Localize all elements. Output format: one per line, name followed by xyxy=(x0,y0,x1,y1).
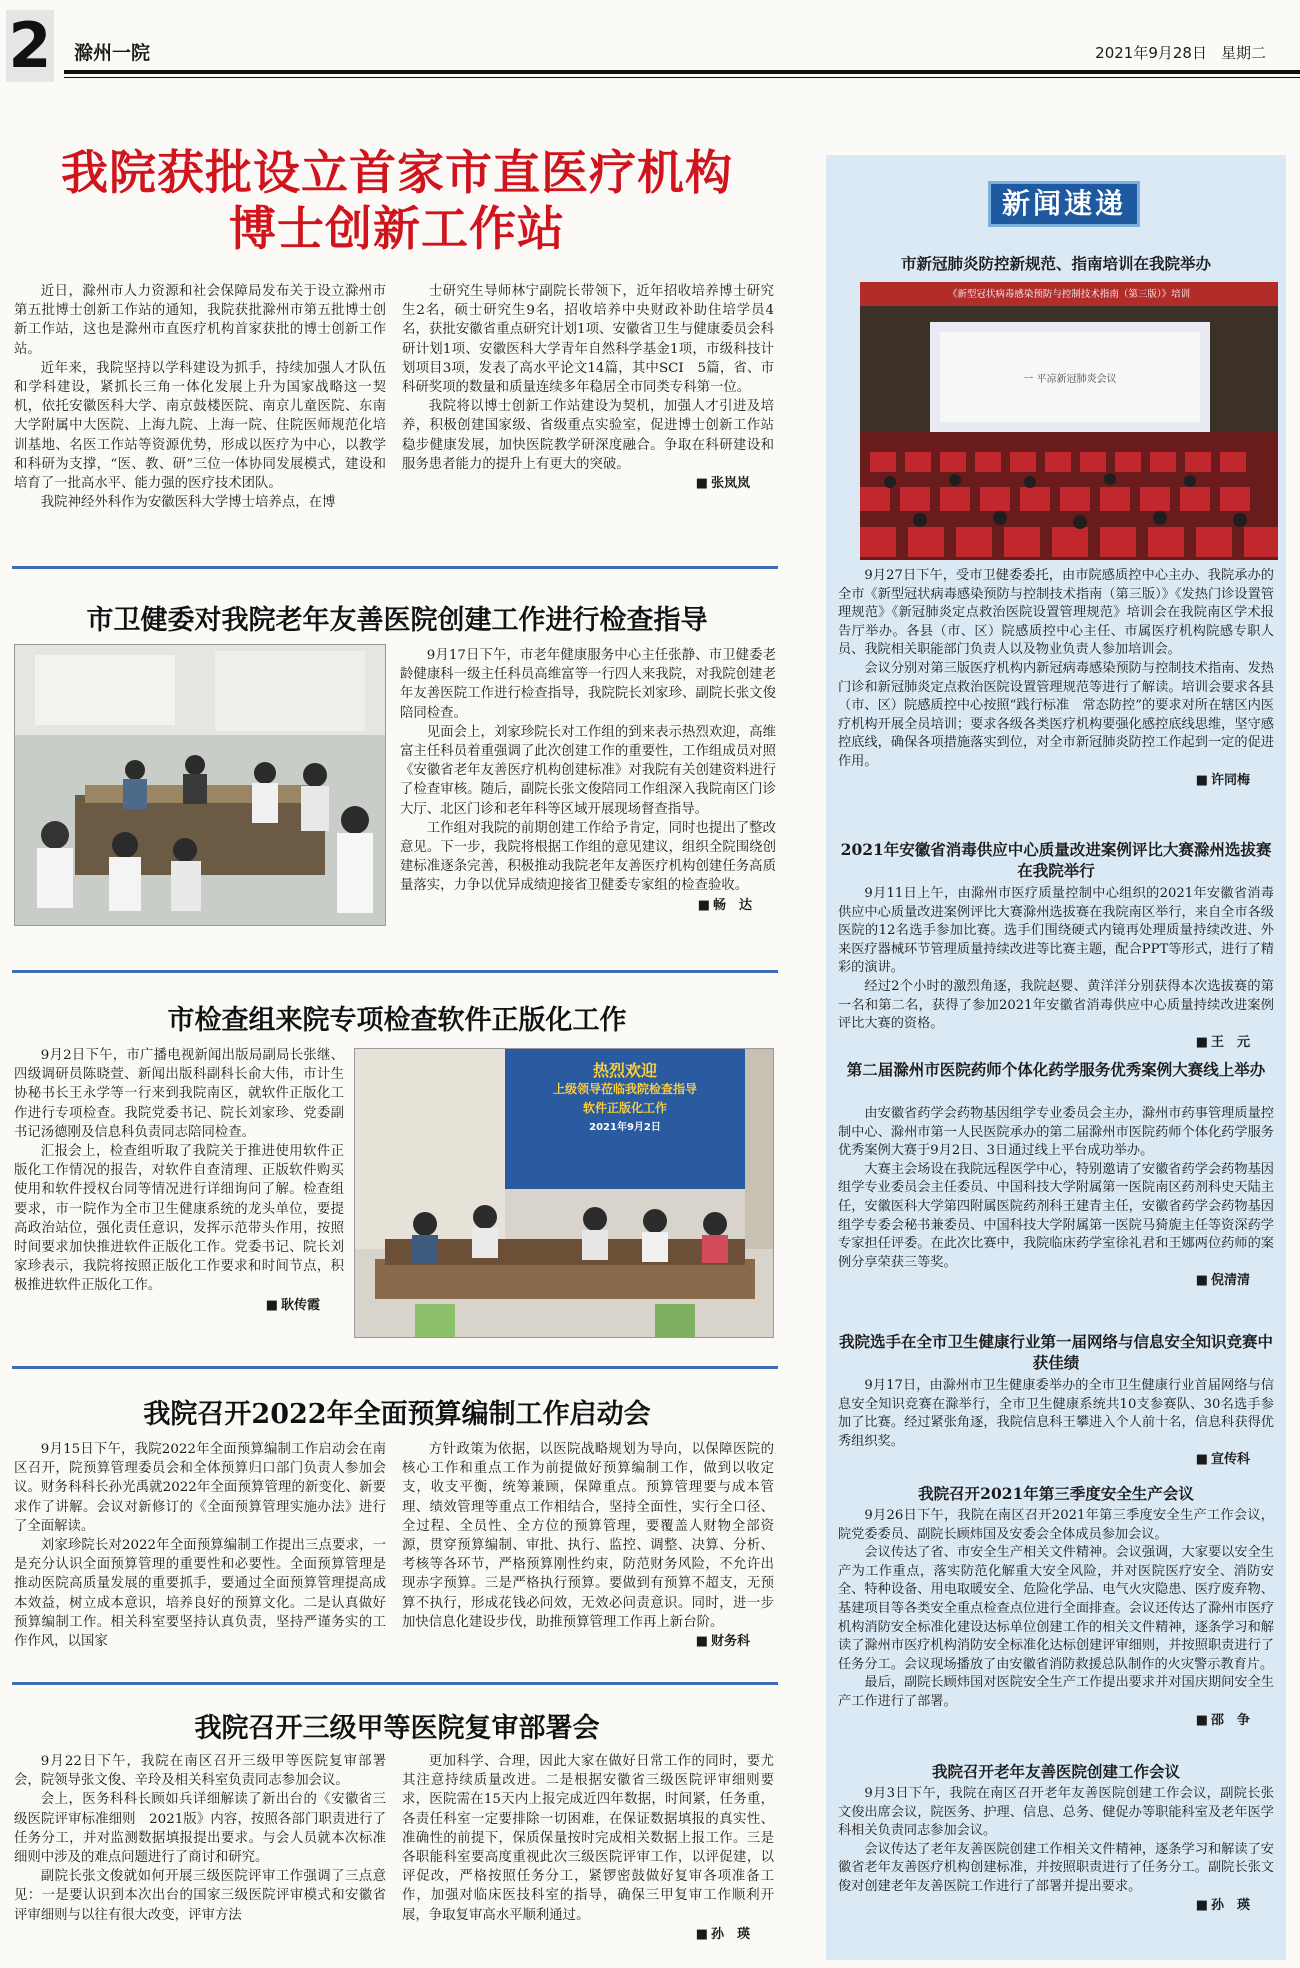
masthead-rule-thin xyxy=(64,77,1300,78)
masthead-rule xyxy=(64,70,1300,74)
training-photo xyxy=(860,282,1278,560)
byline: ■ 畅 达 xyxy=(400,896,776,915)
inspection-photo xyxy=(354,1048,774,1338)
paragraph: 近年来，我院坚持以学科建设为抓手，持续加强人才队伍和学科建设，紧抓长三角一体化发展上升为国家战略这一契机，依托安徽医科大学、南京鼓楼医院、南京儿童医院、东南大学附属中大医院、上海九院、上海一院、住院医师规范化培训基地、名医工作站等资源优势，形成以医疗为中心，以教学和科研为支撑，“医、教、研”三位一体协同发展模式，建设和培育了一批高水平、能力强的医疗技术团队。 xyxy=(14,360,386,492)
projector-screen: 一 平凉新冠肺炎会议 xyxy=(1023,374,1117,385)
section-divider xyxy=(12,970,778,973)
byline: ■ 孙 瑛 xyxy=(402,1925,774,1944)
lecture-hall-image xyxy=(860,282,1278,560)
paragraph: 会议传达了省、市安全生产相关文件精神。会议强调，大家要以安全生产为工作重点，落实防范化解重大安全风险，并对医院医疗安全、消防安全、特种设备、用电取暖安全、危险化学品、电气火灾隐患、医疗废弃物、基建项目等各类安全重点检查点位进行全面排查。会议还传达了滁州市医疗机构消防安全标准化建设达标单位创建工作的相关文件精神，逐条学习和解读了滁州市医疗机构消防安全标准化达标创建评审细则，并按照职责进行了任务分工。会议现场播放了由安徽省消防救援总队制作的火灾警示教育片。 xyxy=(838,1545,1274,1672)
article5-col2 xyxy=(402,1752,774,1944)
paragraph: 9月17日，由滁州市卫生健康委举办的全市卫生健康行业首届网络与信息安全知识竞赛在滁举行，全市卫生健康系统共10支参赛队、30名选手参加了比赛。经过紧张角逐，我院信息科王攀进入个人前十名，信息科获得优秀组织奖。 xyxy=(838,1378,1274,1449)
welcome-banner xyxy=(505,1061,745,1137)
banner-line: 热烈欢迎 xyxy=(592,1061,657,1080)
paragraph: 会上，医务科科长顾如兵详细解读了新出台的《安徽省三级医院评审标准细则 2021版》内容，按照各部门职责进行了任务分工，并对监测数据填报提出要求。与会人员就本次标准细则中涉及的难点问题进行了商讨和研究。 xyxy=(14,1792,386,1866)
meeting-photo xyxy=(14,644,386,926)
paragraph: 我院神经外科作为安徽医科大学博士培养点，在博 xyxy=(40,495,336,511)
byline: ■ 宣传科 xyxy=(838,1451,1274,1470)
brief-headline: 我院召开老年友善医院创建工作会议 xyxy=(931,1762,1180,1781)
paragraph: 由安徽省药学会药物基因组学专业委员会主办，滁州市药事管理质量控制中心、滁州市第一人民医院承办的第二届滁州市医院药师个体化药学服务优秀案例大赛于9月2日、3日通过线上平台成功举办。 xyxy=(838,1106,1274,1159)
section-divider xyxy=(12,566,778,569)
brief-text xyxy=(838,1507,1274,1730)
byline: ■ 孙 瑛 xyxy=(838,1897,1274,1916)
paragraph: 更加科学、合理，因此大家在做好日常工作的同时，要尤其注意持续质量改进。二是根据安徽省三级医院评审细则要求，医院需在15天内上报完成近四年数据，时间紧，任务重，各责任科室一定要排除一切困难，在保证数据填报的真实性、准确性的前提下，保质保量按时完成相关数据上报工作。三是各职能科室要高度重视此次三级医院评审工作，以评促建，以评促改，严格按照任务分工，紧锣密鼓做好复审各项准备工作，加强对临床医技科室的指导，确保三甲复审工作顺利开展，争取复审高水平顺利通过。 xyxy=(402,1754,774,1923)
news-brief-sidebar xyxy=(826,155,1286,1960)
lead-headline xyxy=(12,146,782,258)
paragraph: 经过2个小时的激烈角逐，我院赵婴、黄洋洋分别获得本次选拔赛的第一名和第二名，获得了参加2021年安徽省消毒供应中心质量持续改进案例评比大赛的资格。 xyxy=(838,978,1274,1032)
section-divider xyxy=(12,1682,778,1685)
lead-article-col2 xyxy=(402,282,774,493)
article5-col1 xyxy=(14,1752,386,1925)
paragraph: 我院将以博士创新工作站建设为契机，加强人才引进及培养，积极创建国家级、省级重点实验室，促进博士创新工作站稳步健康发展，加快医院教学研深度融合。争取在科研建设和服务患者能力的提升上有更大的突破。 xyxy=(402,399,774,472)
paragraph: 9月15日下午，我院2022年全面预算编制工作启动会在南区召开，院预算管理委员会和全体预算归口部门负责人参加会议。财务科科长孙光禹就2022年全面预算管理的新变化、新要求作了讲解。会议对新修订的《全面预算管理实施办法》进行了全面解读。 xyxy=(14,1442,386,1534)
article-headline: 市检查组来院专项检查软件正版化工作 xyxy=(167,1005,627,1036)
byline: ■ 耿传霞 xyxy=(14,1296,344,1315)
byline: ■ 张岚岚 xyxy=(402,474,774,493)
date-text: 2021年9月28日 xyxy=(1095,44,1207,62)
brief-headline: 我院选手在全市卫生健康行业第一届网络与信息安全知识竞赛中获佳绩 xyxy=(838,1332,1273,1372)
paragraph: 会议传达了老年友善医院创建工作相关文件精神，逐条学习和解读了安徽省老年友善医疗机构创建标准，并按照职责进行了任务分工。副院长张文俊对创建老年友善医院工作进行了部署并提出要求。 xyxy=(838,1841,1274,1894)
paragraph: 刘家珍院长对2022年全面预算编制工作提出三点要求，一是充分认识全面预算管理的重要性和必要性。全面预算管理是推动医院高质量发展的重要抓手，要通过全面预算管理提高成本效益，树立成本意识，培养良好的预算文化。二是认真做好预算编制工作。相关科室要坚持认真负责，坚持严谨务实的工作作风，以国家 xyxy=(14,1538,386,1650)
masthead xyxy=(0,0,1300,88)
paragraph: 会议分别对第三版医疗机构内新冠病毒感染预防与控制技术指南、发热门诊和新冠肺炎定点救治医院设置管理规范等进行了解读。培训会要求各县（市、区）院感质控中心按照“践行标准 常态防控”的要求对所在辖区内医疗机构开展全员培训；要求各级各类医疗机构要强化感控底线思维，坚守感控底线，确保各项措施落实到位，对全市新冠肺炎防控工作起到一定的促进作用。 xyxy=(838,660,1274,769)
lead-headline-line1: 我院获批设立首家市直医疗机构 xyxy=(61,146,733,201)
brief-text xyxy=(838,885,1274,1052)
article-headline: 我院召开三级甲等医院复审部署会 xyxy=(194,1713,600,1744)
issue-date xyxy=(1081,42,1266,63)
brief-text xyxy=(838,1105,1274,1291)
paragraph: 副院长张文俊就如何开展三级医院评审工作强调了三点意见：一是要认识到本次出台的国家三级医院评审模式和安徽省评审细则与以往有很大改变，评审方法 xyxy=(14,1869,386,1923)
news-brief-badge: 新闻速递 xyxy=(988,181,1140,227)
brief-headline: 市新冠肺炎防控新规范、指南培训在我院举办 xyxy=(900,254,1211,273)
paragraph: 9月17日下午，市老年健康服务中心主任张静、市卫健委老龄健康科一级主任科员高维富等一行四人来我院，对我院创建老年友善医院工作进行检查指导，我院院长刘家珍、副院长张文俊陪同检查。 xyxy=(400,648,776,721)
paragraph: 士研究生导师林宁副院长带领下，近年招收培养博士研究生2名，硕士研究生9名，招收培养中央财政补助住培学员4名，获批安徽省重点研究计划1项、安徽省卫生与健康委员会科研计划1项、安徽医科大学青年自然科学基金1项，市级科技计划项目3项，发表了高水平论文14篇，其中SCI 5篇，省、市科研奖项的数量和质量连续多年稳居全市同类专科第一位。 xyxy=(402,284,774,396)
paragraph: 大赛主会场设在我院远程医学中心，特别邀请了安徽省药学会药物基因组学专业委员会主任委员、中国科技大学附属第一医院南区药剂科史天陆主任，安徽医科大学第四附属医院药剂科王建青主任，安徽省药学会药物基因组学专委会秘书兼委员、中国科技大学附属第一医院马猗旎主任等资深药学专家担任评委。在此次比赛中，我院临床药学室徐礼君和王娜两位药师的案例分享荣获三等奖。 xyxy=(838,1161,1274,1270)
article-headline: 市卫健委对我院老年友善医院创建工作进行检查指导 xyxy=(86,605,708,636)
meeting-room-image xyxy=(15,645,386,926)
article2-text xyxy=(400,646,776,915)
paragraph: 9月11日上午，由滁州市医疗质量控制中心组织的2021年安徽省消毒供应中心质量改进案例评比大赛滁州选拔赛在我院南区举行，来自全市各级医院的12名选手参加比赛。选手们围绕硬式内镜再处理质量持续改进、外来医疗器械环节管理质量持续改进等比赛主题，配合PPT等形式，进行了精彩的演讲。 xyxy=(838,886,1274,976)
byline: ■ 王 元 xyxy=(838,1034,1274,1053)
byline: ■ 许同梅 xyxy=(838,772,1274,791)
brief-headline: 2021年安徽省消毒供应中心质量改进案例评比大赛滁州选拔赛在我院举行 xyxy=(840,840,1272,880)
weekday-text: 星期二 xyxy=(1220,44,1266,62)
brief-text xyxy=(838,1785,1274,1915)
banner-line: 软件正版化工作 xyxy=(582,1101,667,1115)
brief-text xyxy=(838,1377,1274,1470)
paragraph: 9月3日下午，我院在南区召开老年友善医院创建工作会议，副院长张文俊出席会议，院医务、护理、信息、总务、健促办等职能科室及老年医学科相关负责同志参加会议。 xyxy=(838,1786,1274,1839)
article4-col1 xyxy=(14,1440,386,1651)
paragraph: 最后，副院长顾炜国对医院安全生产工作提出要求并对国庆期间安全生产工作进行了部署。 xyxy=(838,1675,1274,1709)
brief-text xyxy=(838,567,1274,790)
banner-date: 2021年9月2日 xyxy=(589,1122,661,1133)
paragraph: 见面会上，刘家珍院长对工作组的到来表示热烈欢迎，高维富主任科员着重强调了此次创建工作的重要性，工作组成员对照《安徽省老年友善医疗机构创建标准》对我院有关创建资料进行了检查审核。随后，副院长张文俊陪同工作组深入我院南区门诊大厅、北区门诊和老年科等区域开展现场督查指导。 xyxy=(400,724,776,817)
byline: ■ 财务科 xyxy=(402,1632,774,1651)
brief-headline: 我院召开2021年第三季度安全生产会议 xyxy=(918,1484,1194,1503)
article3-text xyxy=(14,1046,344,1315)
page-number: 2 xyxy=(6,10,54,82)
lead-headline-line2: 博士创新工作站 xyxy=(229,202,565,257)
section-divider xyxy=(12,1366,778,1369)
paragraph: 9月26日下午，我院在南区召开2021年第三季度安全生产工作会议，院党委委员、副院长顾炜国及安委会全体成员参加会议。 xyxy=(838,1508,1274,1542)
paragraph: 方针政策为依据，以医院战略规划为导向，以保障医院的核心工作和重点工作为前提做好预算编制工作，做到以收定支，收支平衡，统筹兼顾，保障重点。预算管理要与成本管理、绩效管理等重点工作相结合，坚持全面性，实行全口径、全过程、全员性、全方位的预算管理，要覆盖人财物全部资源，贯穿预算编制、审批、执行、监控、调整、决算、分析、考核等各环节，严格预算刚性约束，防范财务风险，不允许出现赤字预算。三是严格执行预算。要做到有预算不超支，无预算不执行，形成花钱必问效，无效必问责意识。同时，进一步加快信息化建设步伐，助推预算管理工作再上新台阶。 xyxy=(402,1442,774,1630)
lead-article-col1 xyxy=(14,282,386,512)
byline: ■ 倪清清 xyxy=(838,1272,1274,1291)
paragraph: 近日，滁州市人力资源和社会保障局发布关于设立滁州市第五批博士创新工作站的通知，我院获批滁州市第五批博士创新工作站，这也是滁州市直医疗机构首家获批的博士创新工作站。 xyxy=(14,284,386,357)
paragraph: 9月22日下午，我院在南区召开三级甲等医院复审部署会，院领导张文俊、辛玲及相关科室负责同志参加会议。 xyxy=(14,1754,386,1789)
paragraph: 9月2日下午，市广播电视新闻出版局副局长张继、四级调研员陈晓萱、新闻出版科副科长俞大伟，市计生协秘书长王永学等一行来到我院南区，就软件正版化工作进行专项检查。我院党委书记、院长刘家珍、党委副书记汤德刚及信息科负责同志陪同检查。 xyxy=(14,1048,344,1140)
paragraph: 工作组对我院的前期创建工作给予肯定，同时也提出了整改意见。下一步，我院将根据工作组的意见建议，组织全院围绕创建标准逐条完善，积极推动我院老年友善医疗机构创建任务高质量落实，力争以优异成绩迎接省卫健委专家组的检查验收。 xyxy=(400,820,776,894)
byline: ■ 邵 争 xyxy=(838,1712,1274,1731)
article4-col2 xyxy=(402,1440,774,1651)
hall-banner: 《新型冠状病毒感染预防与控制技术指南（第三版）》培训 xyxy=(947,289,1191,300)
article-headline: 我院召开2022年全面预算编制工作启动会 xyxy=(143,1399,651,1430)
paper-name: 滁州一院 xyxy=(74,42,151,64)
banner-line: 上级领导莅临我院检查指导 xyxy=(552,1082,697,1096)
paragraph: 9月27日下午，受市卫健委委托，由市院感质控中心主办、我院承办的全市《新型冠状病毒感染预防与控制技术指南（第三版）》《发热门诊设置管理规范》《新冠肺炎定点救治医院设置管理规范》培训会在我院南区学术报告厅举办。各县（市、区）院感质控中心主任、市属医疗机构院感专职人员、我院相关职能部门负责人以及物业负责人参加培训会。 xyxy=(838,568,1274,658)
brief-headline: 第二届滁州市医院药师个体化药学服务优秀案例大赛线上举办 xyxy=(846,1060,1266,1079)
paragraph: 汇报会上，检查组听取了我院关于推进使用软件正版化工作情况的报告，对软件自查清理、正版软件购买使用和软件授权台同等情况进行详细询问了解。检查组要求，市一院作为全市卫生健康系统的龙头单位，要提高政治站位，强化责任意识，发挥示范带头作用，按照时间要求加快推进软件正版化工作。党委书记、院长刘家珍表示，我院将按照正版化工作要求和时间节点，积极推进软件正版化工作。 xyxy=(14,1144,344,1294)
